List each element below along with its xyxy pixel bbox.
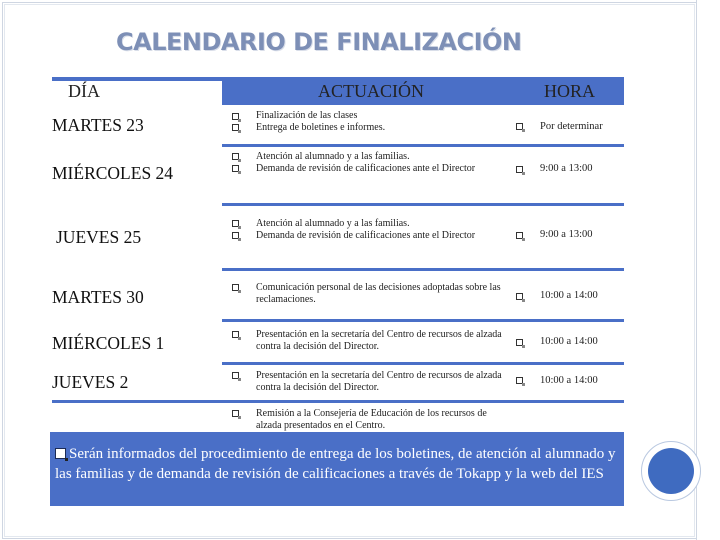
bullet-icon <box>516 377 523 384</box>
activity-text: Finalización de las clases <box>256 110 358 121</box>
bullet-icon <box>232 220 239 227</box>
row-separator <box>222 319 624 322</box>
bullet-icon <box>516 293 523 300</box>
bullet-icon <box>232 232 239 239</box>
activity-text: Presentación en la secretaría del Centro de recursos de alzada contra la decisión del Director. <box>256 329 502 352</box>
decorative-circle-inner <box>648 448 694 494</box>
day-label: MIÉRCOLES 24 <box>52 163 174 183</box>
activity-text: Atención al alumnado y a las familias. <box>256 218 410 229</box>
activity-text: Demanda de revisión de calificaciones ante el Director <box>256 230 476 241</box>
activity-text: Entrega de boletines e informes. <box>256 122 386 133</box>
header-dia: DÍA <box>68 81 100 101</box>
activity-text: Atención al alumnado y a las familias. <box>256 151 410 162</box>
day-label: JUEVES 25 <box>56 227 142 247</box>
day-label: MARTES 23 <box>52 115 144 135</box>
bullet-icon <box>516 166 523 173</box>
bullet-icon <box>516 232 523 239</box>
bullet-icon <box>232 410 239 417</box>
day-label: MIÉRCOLES 1 <box>52 333 165 353</box>
time-text: 10:00 a 14:00 <box>540 290 598 301</box>
activity-text: Remisión a la Consejería de Educación de los recursos de alzada presentados en el Centro. <box>256 408 487 431</box>
bullet-icon <box>232 284 239 291</box>
activity-text: Presentación en la secretaría del Centro de recursos de alzada contra la decisión del Director. <box>256 370 502 393</box>
row-separator <box>222 144 624 147</box>
day-label: MARTES 30 <box>52 287 144 307</box>
bullet-icon <box>232 372 239 379</box>
bullet-icon <box>516 339 523 346</box>
activity-text: Demanda de revisión de calificaciones ante el Director <box>256 163 476 174</box>
row-separator <box>52 400 624 403</box>
bullet-icon <box>232 113 239 120</box>
time-text: Por determinar <box>540 121 603 132</box>
row-separator <box>222 268 624 271</box>
day-label: JUEVES 2 <box>52 372 129 392</box>
time-text: 9:00 a 13:00 <box>540 163 593 174</box>
info-note-text: Serán informados del procedimiento de entrega de los boletines, de atención al alumnado y las familias y de demanda de revisión de calificaciones a través de Tokapp y la web del IES <box>55 446 616 482</box>
bullet-icon <box>516 123 523 130</box>
bullet-icon <box>232 331 239 338</box>
activity-text: Comunicación personal de las decisiones adoptadas sobre las reclamaciones. <box>256 282 501 305</box>
time-text: 10:00 a 14:00 <box>540 375 598 386</box>
row-separator <box>222 203 624 206</box>
time-text: 10:00 a 14:00 <box>540 336 598 347</box>
bullet-icon <box>232 124 239 131</box>
info-note <box>50 432 624 506</box>
row-separator <box>222 362 624 365</box>
bullet-icon <box>232 165 239 172</box>
time-text: 9:00 a 13:00 <box>540 229 593 240</box>
page-title: CALENDARIO DE FINALIZACIÓN <box>116 28 522 56</box>
header-hora: HORA <box>544 81 596 101</box>
header-actuacion: ACTUACIÓN <box>318 81 424 101</box>
bullet-icon <box>55 448 66 459</box>
bullet-icon <box>232 153 239 160</box>
